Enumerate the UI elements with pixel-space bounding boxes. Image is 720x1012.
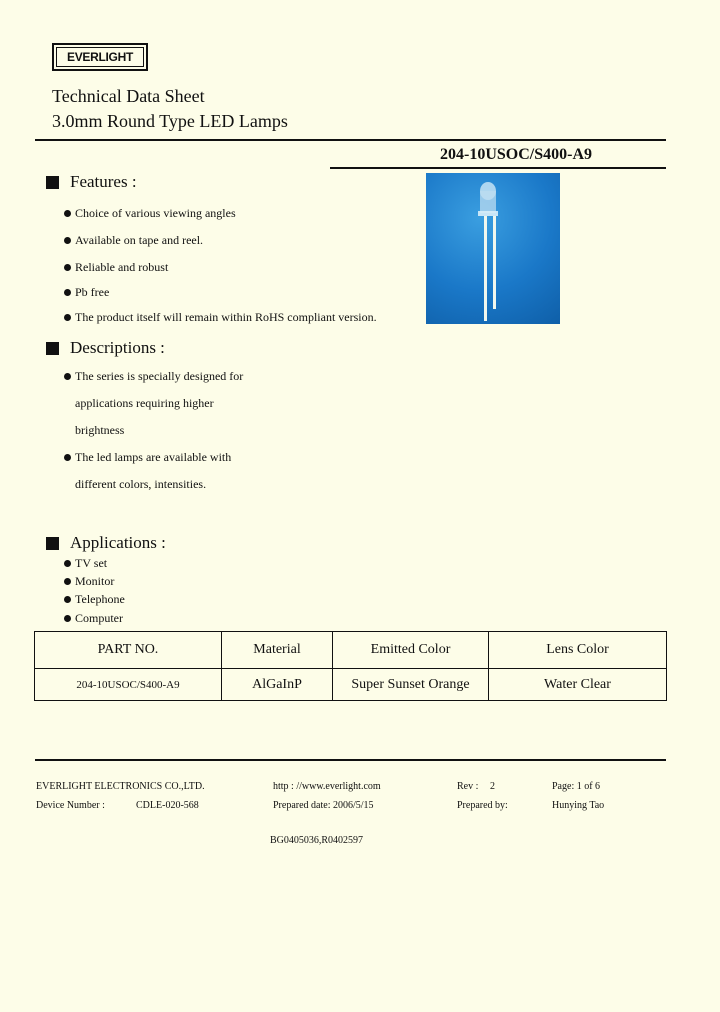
prepared-by-value: Hunying Tao (552, 800, 605, 811)
list-item: Telephone (64, 592, 125, 607)
square-bullet-icon (46, 342, 59, 355)
footer-divider (35, 759, 666, 761)
logo-text: EVERLIGHT (56, 47, 144, 67)
bullet-icon (64, 210, 71, 217)
bullet-icon (64, 289, 71, 296)
table-row (35, 669, 667, 701)
prepared-date: Prepared date: 2006/5/15 (273, 800, 374, 811)
square-bullet-icon (46, 537, 59, 550)
company-url[interactable]: http : //www.everlight.com (273, 781, 381, 792)
bullet-icon (64, 373, 71, 380)
list-item: Reliable and robust (64, 260, 168, 275)
list-item: The led lamps are available with (64, 450, 231, 465)
bullet-icon (64, 237, 71, 244)
table-cell: 204-10USOC/S400-A9 (35, 669, 222, 701)
device-number-value: CDLE-020-568 (136, 800, 199, 811)
applications-heading: Applications : (46, 533, 166, 553)
list-item: TV set (64, 556, 107, 571)
prepared-by-label: Prepared by: (457, 800, 508, 811)
list-item-continuation: applications requiring higher (75, 396, 214, 410)
rev-value: 2 (490, 781, 495, 792)
table-cell: Water Clear (489, 669, 667, 701)
led-product-photo (426, 173, 560, 324)
header-divider (35, 139, 666, 141)
table-header: Lens Color (489, 632, 667, 669)
list-item: Computer (64, 611, 123, 626)
doc-title: Technical Data Sheet (52, 86, 205, 106)
document-codes: BG0405036,R0402597 (270, 835, 364, 846)
everlight-logo (52, 43, 148, 71)
company-name: EVERLIGHT ELECTRONICS CO.,LTD. (36, 781, 205, 792)
bullet-icon (64, 560, 71, 567)
table-header-row (35, 632, 667, 669)
bullet-icon (64, 314, 71, 321)
bullet-icon (64, 454, 71, 461)
descriptions-heading: Descriptions : (46, 338, 165, 358)
list-item-continuation: brightness (75, 423, 125, 437)
list-item-continuation: different colors, intensities. (75, 477, 207, 491)
features-heading: Features : (46, 172, 137, 192)
part-table (34, 631, 667, 701)
list-item: Choice of various viewing angles (64, 206, 236, 221)
square-bullet-icon (46, 176, 59, 189)
doc-subtitle: 3.0mm Round Type LED Lamps (52, 111, 288, 131)
part-number-title: 204-10USOC/S400-A9 (439, 146, 592, 163)
page-indicator: Page: 1 of 6 (552, 781, 601, 792)
table-cell: Super Sunset Orange (333, 669, 489, 701)
table-header: PART NO. (35, 632, 222, 669)
bullet-icon (64, 578, 71, 585)
device-number-label: Device Number : (36, 800, 105, 811)
bullet-icon (64, 615, 71, 622)
list-item: Available on tape and reel. (64, 233, 203, 248)
table-header: Material (222, 632, 333, 669)
list-item: Monitor (64, 574, 114, 589)
rev-label: Rev : (457, 781, 479, 792)
list-item: The series is specially designed for (64, 369, 243, 384)
bullet-icon (64, 596, 71, 603)
part-underline (330, 167, 666, 169)
table-cell: AlGaInP (222, 669, 333, 701)
table-header: Emitted Color (333, 632, 489, 669)
bullet-icon (64, 264, 71, 271)
list-item: Pb free (64, 285, 109, 300)
list-item: The product itself will remain within RoHS compliant version. (64, 310, 377, 325)
